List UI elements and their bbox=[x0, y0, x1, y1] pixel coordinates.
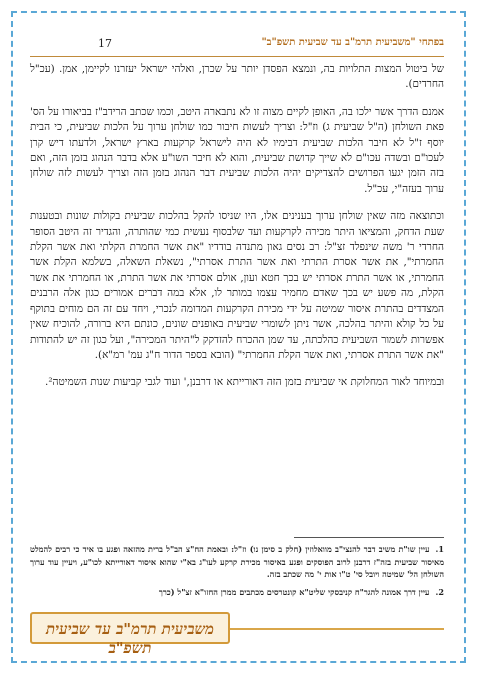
page-number: 17 bbox=[98, 37, 112, 50]
paragraph: של ביטול המצות התלויות בה, ונמצא הפסדן יותר על שכרן, ואלהי ישראל יעזרנו לקיימן, אמן. (עכ"ל החרדים). bbox=[30, 63, 444, 91]
footnotes bbox=[30, 543, 444, 603]
footnote-number: 1. bbox=[435, 544, 444, 554]
footnote bbox=[30, 543, 444, 581]
paragraph: וכתוצאה מזה שאין שולחן ערוך בענינים אלו, היו שניסו להקל בהלכות שביעית בקולות שונות ובטענות שעת הדחק, והמציאו היתר מכירה לקרקעות ועד שלבסוף נעשית כמי שהותרה, והגדיר זה היטב הסופר החרדי ר' משה שינפלד זצ"ל: רב נסים גאון מתנדה בודדיו "את אשר החמרת הקלתי ואת אשר הקלת החמרתי", את אשר אסרת התרתי ואת אשר התרת אסרתי", נשאלת השאלה, בשלמא הקלת אשר החמרתי, או אשר התרת אסרתי יש בכך חטא ועון, אולם אסרתי את אשר התרת, או החמרתי את אשר הקלת, מה פשע יש בכך שאדם מחמיר עצמו במותר לו, אלא במה דברים אמורים כגון אלה הרבנים המצדדים בהתרת איסור שמיטה על ידי מכירת הקרקעות המדומה לנכרי, ויחד עם זה הם מוחים בתוקף על כל קולא והיתר בהלכה, אשר ניתן לשומרי שביעית באופנים שונים, כונתם היא ברורה, להוכיח שאין אפשרות לשמור השביעית כהלכתה, עד שמן ההכרח להזדקק ל"היתר המכירה", ועל כגון זה יש להתודות "את אשר התרת אסרתי, ואת אשר הקלת החמרתי" (הובא בספר הדור ח"ג עמ' רמ"א). bbox=[30, 210, 444, 361]
header-rule bbox=[30, 56, 444, 57]
body-text bbox=[30, 62, 444, 403]
footnote-number: 2. bbox=[435, 586, 444, 597]
footer-banner bbox=[30, 612, 230, 657]
page-header bbox=[30, 37, 444, 53]
footnote-rule bbox=[294, 537, 444, 538]
footnote-text: עיין דרך אמונה להגר"ח קניבסקי שליט"א קונטרסים מכתבים ממרן החזו"א זצ"ל (כרך bbox=[158, 586, 430, 597]
paragraph: אמנם הדרך אשר ילכו בה, האופן לקיים מצוה זו לא נתבארה היטב, וכמו שכתב הרידב"ז בביאורו על הס' פאת השולחן (ה"ל שביעית ג) וז"ל: וצריך לעשות חיבור כמו שולחן ערוך על הלכות שביעית, כי הבית יוסף ז"ל לא חיבר הלכות שביעית דבימיו לא היה לישראל קרקעות בארץ ישראל, ולדעתו דיש קרן לעכו"ם ובשדה עכו"ם לא שייך קדושת שביעית, והוא לא חיבר השו"ע אלא בדבר הנהוג בזמן הזה, ואם בזה הזמן יגעו הפרושים להצדיקים יהיה הלכות שביעית דבר הנהוג בזמן הזה וצריך לעשות לזה שולחן ערוך בעזה"י, עכ"ל. bbox=[30, 105, 444, 195]
running-title: בפתחי "משביעית תרמ"ב עד שביעית תשפ"ב" bbox=[261, 37, 444, 48]
footnote bbox=[30, 586, 444, 599]
footer-label: משביעית תרמ"ב עד שביעית תשפ"ב bbox=[46, 620, 214, 657]
footnote-text: עיין שו"ת משיב דבר להנצי"ב מוואלוזין (חלק ב סימן נו) וז"ל: ובאמת הח"צ הב"ל ברית מהזאה ופגע בו איד כי רבים להמלט מאיסור שביעית בזה"ז דרבנן לרוב הפוסקים ופגע באיסור מכירת קרקע לעו"ג בא"י שהוא איסור דאורייתא לכו"ע, ויעיין עוד ערוך השולחן הל' שמיטה ויובל סי' ט"ו אות י' מה שכתב בזה. bbox=[30, 544, 444, 580]
paragraph: ובמיוחד לאור המחלוקת אי שביעית בזמן הזה דאורייתא או דרבנן,' ועוד לגבי קביעות שנות השמיטה². bbox=[45, 376, 444, 389]
